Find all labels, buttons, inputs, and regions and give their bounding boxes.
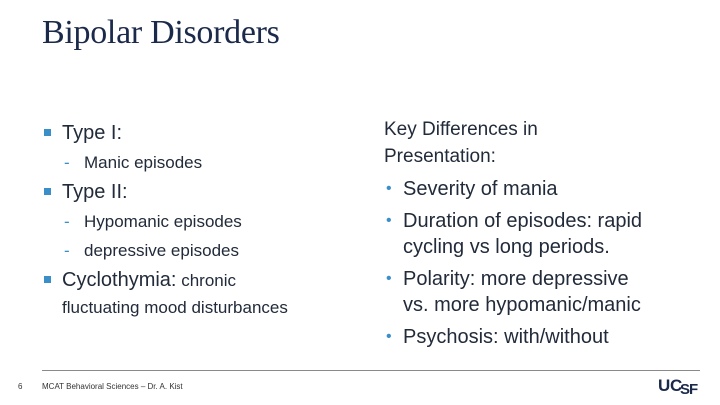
heading-line2: Presentation:	[384, 146, 496, 167]
logo-letter: F	[689, 381, 699, 398]
type1-label: Type I:	[62, 122, 123, 144]
list-item-cyclothymia	[42, 267, 352, 321]
list-item	[384, 176, 684, 202]
square-bullet-icon	[44, 276, 51, 283]
logo-letter: S	[680, 381, 691, 398]
list-item-text: vs. more hypomanic/manic	[403, 294, 641, 316]
footer-divider	[42, 370, 700, 371]
logo-letter: C	[670, 376, 683, 395]
cyclothymia-desc-line2: fluctuating mood disturbances	[62, 298, 288, 317]
heading-line1: Key Differences in	[384, 119, 538, 140]
list-item-text: Duration of episodes: rapid	[403, 210, 643, 232]
list-item-text: cycling vs long periods.	[403, 236, 610, 258]
left-column	[42, 116, 352, 321]
sub-item-text: Manic episodes	[84, 153, 203, 172]
sub-item-text: Hypomanic episodes	[84, 212, 242, 231]
type2-label: Type II:	[62, 181, 128, 203]
list-item	[384, 324, 684, 350]
sub-item	[42, 239, 352, 263]
square-bullet-icon	[44, 188, 51, 195]
list-item-type1	[42, 120, 352, 146]
dot-bullet-icon: •	[386, 270, 392, 287]
list-item-text: Severity of mania	[403, 178, 558, 200]
dot-bullet-icon: •	[386, 212, 392, 229]
sub-item	[42, 151, 352, 175]
logo-letter: U	[658, 376, 671, 395]
page-number: 6	[18, 382, 23, 391]
dash-bullet-icon: -	[64, 212, 70, 231]
dash-bullet-icon: -	[64, 241, 70, 260]
cyclothymia-desc-line1: chronic	[176, 271, 237, 290]
dot-bullet-icon: •	[386, 180, 392, 197]
list-item	[384, 208, 684, 260]
sub-item-text: depressive episodes	[84, 241, 239, 260]
dot-bullet-icon: •	[386, 328, 392, 345]
ucsf-logo	[656, 374, 700, 398]
dash-bullet-icon: -	[64, 153, 70, 172]
square-bullet-icon	[44, 129, 51, 136]
list-item-type2	[42, 179, 352, 205]
key-differences-heading	[384, 116, 684, 170]
cyclothymia-label: Cyclothymia:	[62, 269, 177, 291]
sub-item	[42, 210, 352, 234]
list-item	[384, 266, 684, 318]
footer-text: MCAT Behavioral Sciences – Dr. A. Kist	[42, 382, 183, 391]
slide-title: Bipolar Disorders	[42, 14, 280, 51]
list-item-text: Psychosis: with/without	[403, 326, 609, 348]
list-item-text: Polarity: more depressive	[403, 268, 629, 290]
right-column	[384, 116, 684, 350]
